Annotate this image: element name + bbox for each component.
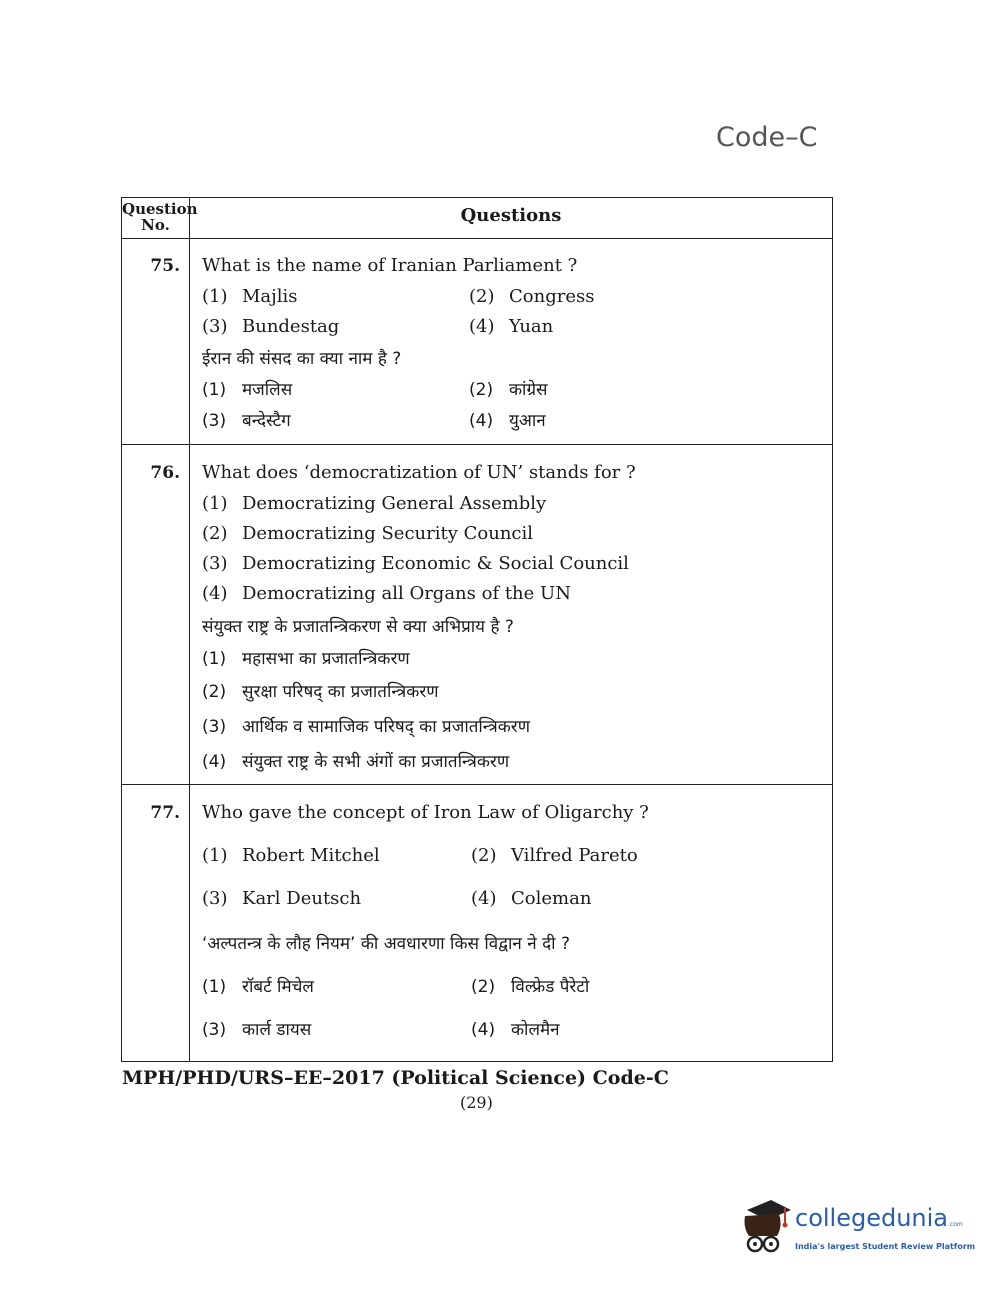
logo-domain: .com bbox=[948, 1221, 963, 1228]
option: (1) महासभा का प्रजातन्त्रिकरण bbox=[202, 649, 410, 669]
option: (2) Democratizing Security Council bbox=[202, 523, 534, 544]
option: (3) आर्थिक व सामाजिक परिषद् का प्रजातन्त्रिकरण bbox=[202, 717, 531, 737]
header-question-no: Question No. bbox=[122, 200, 198, 234]
footer-exam-code: MPH/PHD/URS–EE–2017 (Political Science) Code-C bbox=[122, 1067, 669, 1089]
logo-tagline: India's largest Student Review Platform bbox=[795, 1242, 976, 1251]
option: (4) कोलमैन bbox=[471, 1020, 560, 1040]
option: (3) Karl Deutsch bbox=[202, 888, 362, 909]
option: (2) Vilfred Pareto bbox=[471, 845, 638, 866]
option: (4) Coleman bbox=[471, 888, 592, 909]
page-number: (29) bbox=[460, 1093, 493, 1112]
option: (3) Democratizing Economic & Social Council bbox=[202, 553, 629, 574]
option: (3) बन्देस्टैग bbox=[202, 411, 291, 431]
mascot-icon bbox=[737, 1198, 793, 1258]
code-label: Code–C bbox=[716, 122, 818, 153]
question-number: 75. bbox=[150, 256, 180, 276]
option: (1) Majlis bbox=[202, 286, 298, 307]
question-number: 77. bbox=[150, 803, 180, 823]
row-divider bbox=[122, 784, 832, 785]
option: (3) Bundestag bbox=[202, 316, 340, 337]
option: (4) संयुक्त राष्ट्र के सभी अंगों का प्रजातन्त्रिकरण bbox=[202, 752, 510, 772]
option: (2) विल्फ्रेड पैरेटो bbox=[471, 977, 590, 997]
question-text-en: What does ‘democratization of UN’ stands for ? bbox=[202, 462, 636, 483]
header-questions: Questions bbox=[460, 205, 562, 226]
option: (4) युआन bbox=[469, 411, 546, 431]
option: (1) Robert Mitchel bbox=[202, 845, 380, 866]
header-divider bbox=[122, 238, 832, 239]
question-text-en: What is the name of Iranian Parliament ? bbox=[202, 255, 578, 276]
question-text-hi: ईरान की संसद का क्या नाम है ? bbox=[202, 349, 402, 369]
question-text-hi: संयुक्त राष्ट्र के प्रजातन्त्रिकरण से क्या अभिप्राय है ? bbox=[202, 617, 514, 637]
column-divider bbox=[189, 198, 190, 1061]
option: (1) मजलिस bbox=[202, 380, 293, 400]
question-table bbox=[121, 197, 833, 1062]
option: (1) Democratizing General Assembly bbox=[202, 493, 547, 514]
collegedunia-logo bbox=[737, 1198, 976, 1258]
row-divider bbox=[122, 444, 832, 445]
logo-wordmark: collegedunia bbox=[795, 1204, 949, 1232]
option: (3) कार्ल डायस bbox=[202, 1020, 312, 1040]
question-text-en: Who gave the concept of Iron Law of Oligarchy ? bbox=[202, 802, 649, 823]
option: (2) सुरक्षा परिषद् का प्रजातन्त्रिकरण bbox=[202, 682, 439, 702]
option: (2) कांग्रेस bbox=[469, 380, 548, 400]
option: (1) रॉबर्ट मिचेल bbox=[202, 977, 314, 997]
question-text-hi: ‘अल्पतन्त्र के लौह नियम’ की अवधारणा किस विद्वान ने दी ? bbox=[202, 934, 570, 954]
option: (4) Democratizing all Organs of the UN bbox=[202, 583, 571, 604]
option: (4) Yuan bbox=[469, 316, 554, 337]
question-number: 76. bbox=[150, 463, 180, 483]
option: (2) Congress bbox=[469, 286, 595, 307]
